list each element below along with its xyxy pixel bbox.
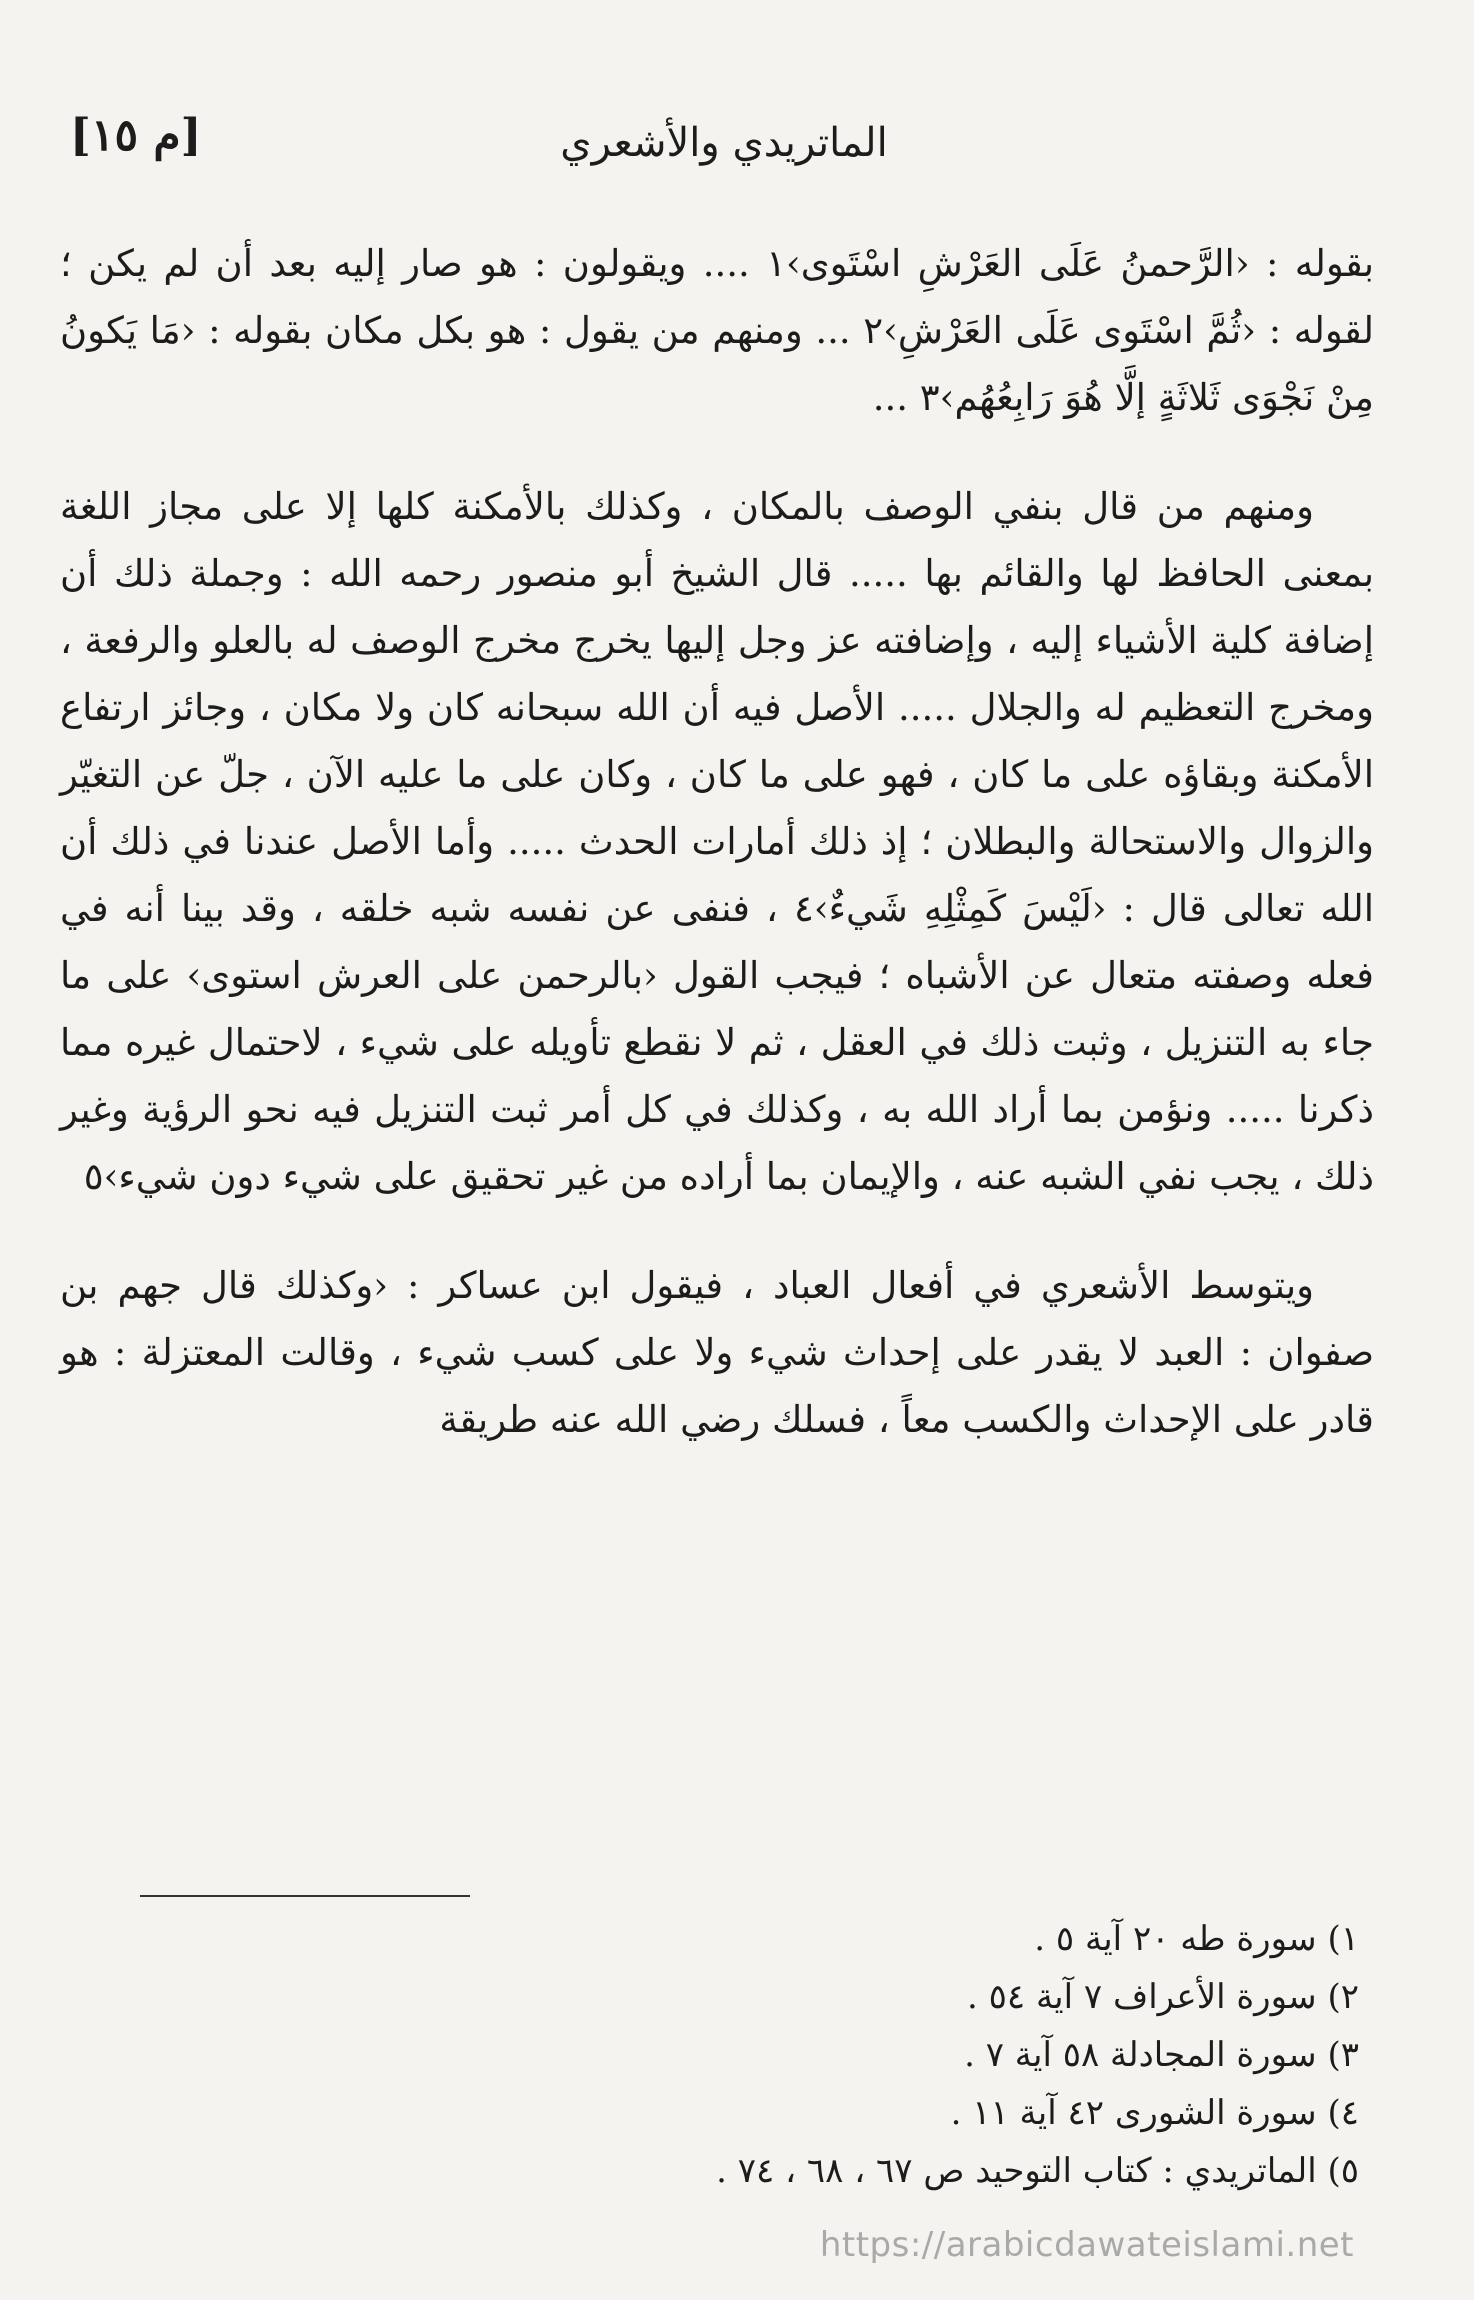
footnote-item: ٥) الماتريدي : كتاب التوحيد ص ٦٧ ، ٦٨ ، ٧٤ . — [716, 2151, 1359, 2191]
footnotes-list — [459, 1910, 1359, 2200]
footnote-divider — [140, 1895, 470, 1897]
footnote-item: ١) سورة طه ٢٠ آية ٥ . — [1034, 1919, 1359, 1959]
watermark-url: https://arabicdawateislami.net — [819, 2225, 1354, 2265]
paragraph: ومنهم من قال بنفي الوصف بالمكان ، وكذلك بالأمكنة كلها إلا على مجاز اللغة بمعنى الحافظ لها والقائم بها ..... قال الشيخ أبو منصور رحمه الله : وجملة ذلك أن إضافة كلية الأشياء إليه ، وإضافته عز وجل إليها يخرج مخرج الوصف له بالعلو والرفعة ، ومخرج التعظيم له والجلال ..... الأصل فيه أن الله سبحانه كان ولا مكان ، وجائز ارتفاع الأمكنة وبقاؤه على ما كان ، فهو على ما كان ، وكان على ما عليه الآن ، جلّ عن التغيّر والزوال والاستحالة والبطلان ؛ إذ ذلك أمارات الحدث ..... وأما الأصل عندنا في ذلك أن الله تعالى قال : ‹لَيْسَ كَمِثْلِهِ شَيءٌ›٤ ، فنفى عن نفسه شبه خلقه ، وقد بينا أنه في فعله وصفته متعال عن الأشباه ؛ فيجب القول ‹بالرحمن على العرش استوى› على ما جاء به التنزيل ، وثبت ذلك في العقل ، ثم لا نقطع تأويله على شيء ، لاحتمال غيره مما ذكرنا ..... ونؤمن بما أراد الله به ، وكذلك في كل أمر ثبت التنزيل فيه نحو الرؤية وغير ذلك ، يجب نفي الشبه عنه ، والإيمان بما أراده من غير تحقيق على شيء دون شيء›٥ — [60, 485, 1375, 1198]
main-text — [60, 230, 1374, 1453]
paragraph: ويتوسط الأشعري في أفعال العباد ، فيقول ابن عساكر : ‹وكذلك قال جهم بن صفوان : العبد لا يقدر على إحداث شيء ولا على كسب شيء ، وقالت المعتزلة : هو قادر على الإحداث والكسب معاً ، فسلك رضي الله عنه طريقة — [60, 1264, 1374, 1441]
footnote-item: ٢) سورة الأعراف ٧ آية ٥٤ . — [966, 1977, 1359, 2017]
page-header — [60, 110, 1414, 190]
footnote-item: ٤) سورة الشورى ٤٢ آية ١١ . — [950, 2093, 1359, 2133]
footnote-item: ٣) سورة المجادلة ٥٨ آية ٧ . — [964, 2035, 1359, 2075]
page-marker: [م ١٥] — [70, 110, 202, 161]
paragraph: بقوله : ‹الرَّحمنُ عَلَى العَرْشِ اسْتَوى›١ .... ويقولون : هو صار إليه بعد أن لم يكن ؛ لقوله : ‹ثُمَّ اسْتَوى عَلَى العَرْشِ›٢ ... ومنهم من يقول : هو بكل مكان بقوله : ‹مَا يَكونُ مِنْ نَجْوَى ثَلاثَةٍ إلَّا هُوَ رَابِعُهُم›٣ ... — [60, 242, 1374, 419]
running-title: الماتريدي والأشعري — [560, 120, 888, 166]
